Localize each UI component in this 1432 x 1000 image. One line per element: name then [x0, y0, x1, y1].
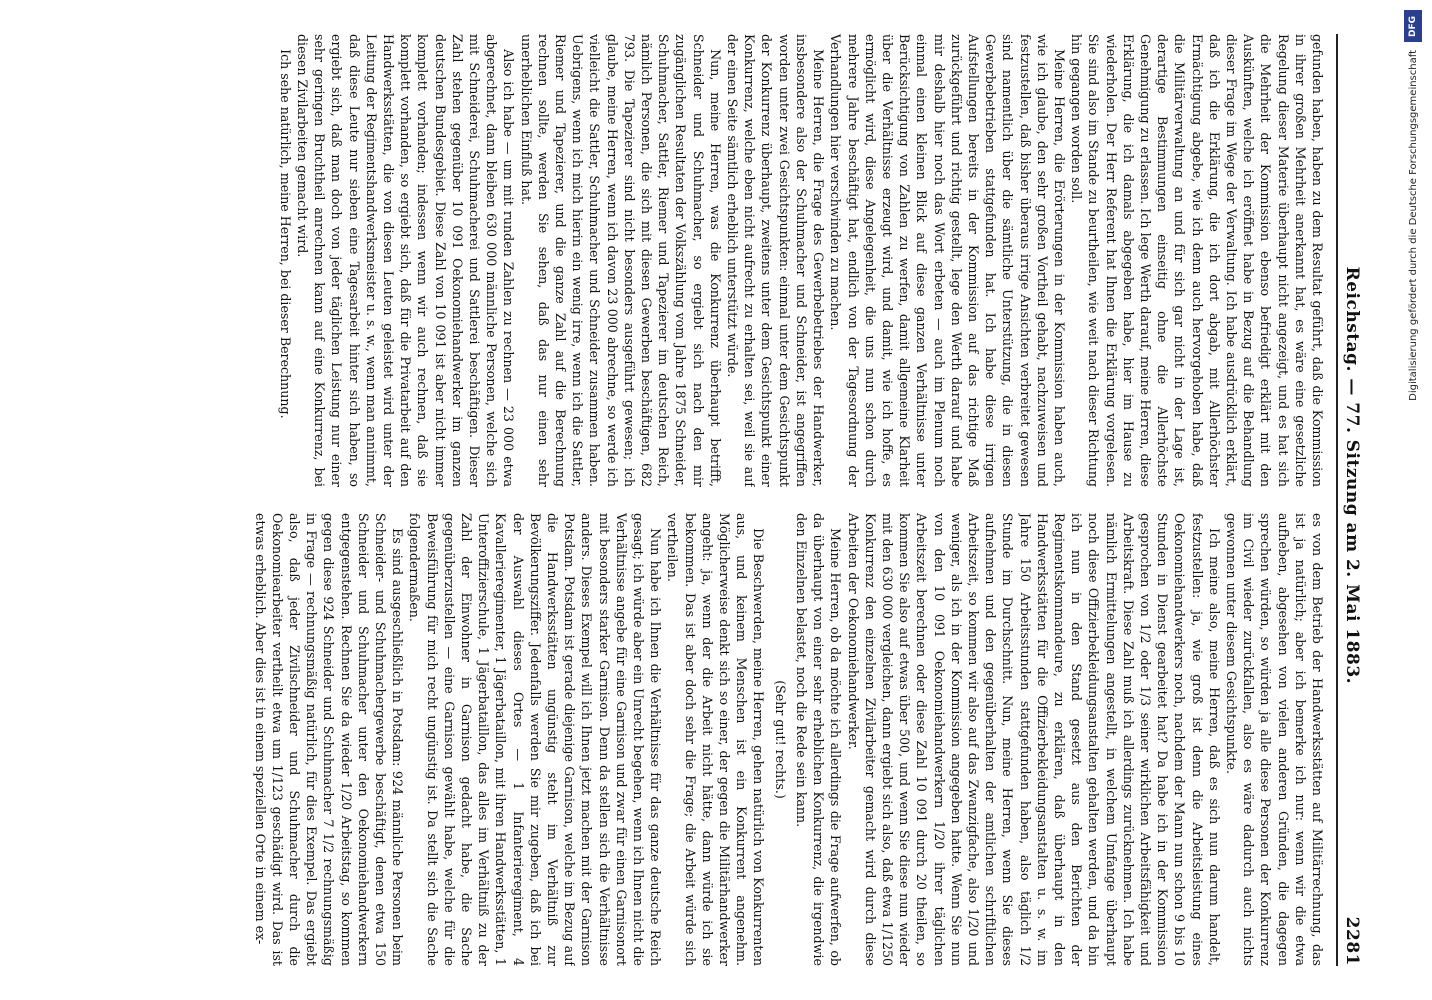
text-columns — [36, 34, 1326, 966]
paragraph: Ich sehe natürlich, meine Herren, bei dieser Berechnung. — [277, 49, 293, 419]
page-header — [1336, 34, 1362, 966]
paragraph: Nun, meine Herren, was die Konkurrenz überhaupt betrifft, Schneider und Schuhmacher, so ergiebt sich nach den mir zugänglichen Resultaten der Volkszählung vom Jahre 1875 Schneider, Schuhmacher, Sattler, Riemer und Tapezierer im deutschen Reich, nämlich Personen, die sich mit diesen Gewerben beschäftigen, 682 793. Die Tapezierer sind nicht besonders ausgeführt gewesen; ich glaube, meine Herren, wenn ich davon 23 000 abrechne, so werde ich vielleicht die Sattler, Schuhmacher und Schneider zusammen haben. Uebrigens, wenn ich mich hierin ein wenig irre, wenn ich die Sattler, Riemer und Tapezierer, und die ganze Zahl auf die Berechnung rechnen sollte, werden Sie sehen, daß das nur einen sehr unerheblichen Einfluß hat. — [518, 34, 723, 487]
paragraph: Meine Herren, die Erörterungen in der Kommission haben auch, wie ich glaube, den sehr großen Vortheil gehabt, nachzuweisen und festzustellen, daß bisher überaus irrige Ansichten verbreitet gewesen sind namentlich über die sämtliche Unterstützung, die in diesen Gewerbebetrieben stattgefunden hat. Ich habe diese irrigen Aufstellungen bereits in der Kommission auf das richtige Maß zurückgeführt und richtig gestellt, lege den Werth darauf und habe mir deshalb hier noch das Wort erbeten — auch im Plenum noch einmal einen kleinen Blick auf diese ganzen Verhältnisse unter Berücksichtigung von Zahlen zu werfen, damit allgemeine Klarheit über die Verhältnisse erzeugt wird, und damit, wie ich hoffe, es ermöglicht wird, diese Angelegenheit, die uns nun schon durch mehrere Jahre beschäftigt hat, endlich von der Tagesordnung der Verhandlungen hier verschwinden zu machen. — [828, 34, 1067, 487]
paragraph: (Sehr gut! rechts.) — [772, 680, 788, 799]
paragraph: Also ich habe — um mit runden Zahlen zu rechnen — 23 000 etwa abgerechnet, dann bleiben 630 000 männliche Personen, welche sich mit Schneiderei, Schuhmacherei und Sattlerei beschäftigen. Dieser Zahl stehen gegenüber 10 091 Oekonomiehandwerker im ganzen deutschen Bundesgebiet. Diese Zahl von 10 091 ist aber nicht immer komplett vorhanden; indessen wenn wir auch rechnen, daß sie komplett vorhanden, so ergiebt sich, daß für die Privatarbeit auf den Handwerksstätten, die von diesen Leuten geleistet wird unter der Leitung der Regimentshandwerksmeister u. s. w., wenn man annimmt, daß diese Leute nur sieben eine Tagesarbeit hinter sich haben, so ergiebt sich, daß man doch von jeder täglichen Leistung nur einer sehr geringen Bruchtheil anrechnen kann auf eine Konkurrenz, bei diesen Zivilarbeiten gemacht wird. — [295, 34, 517, 487]
paragraph: Die Beschwerden, meine Herren, gehen natürlich von Konkurrenten aus, und keinem Menschen ist ein Konkurrent angenehm. Möglicherweise denkt sich so einer, der gegen die Militärhandwerker angeht: ja, wenn der die Arbeit nicht hätte, dann würde ich sie bekommen. Das ist aber doch sehr die Frage; die Arbeit würde sich vertheilen. — [665, 513, 767, 966]
page-number: 2281 — [1342, 916, 1362, 966]
header-title: Reichstag. — 77. Sitzung am 2. Mai 1883. — [1342, 266, 1362, 685]
paragraph: Nun habe ich Ihnen die Verhältnisse für das ganze deutsche Reich gesagt; ich würde aber ein Unrecht begehen, wenn ich Ihnen nicht die Verhältnisse angebe für eine Garnison und zwar für einen Garnisonort mit besonders starker Garnison. Denn da stellen sich die Verhältnisse anders. Dieses Exempel will ich Ihnen jetzt machen mit der Garnison Potsdam. Potsdam ist gerade diejenige Garnison, welche im Bezug auf die Handwerksstätten ungünstig steht im Verhältniß zur Bevölkerungsziffer. Jedenfalls werden Sie mir zugeben, daß ich bei der Auswahl dieses Ortes — 1 Infanterieregiment, 4 Kavallerieregimenter, 1 Jägerbataillon, mit ihren Handwerksstätten, 1 Unteroffizierschule, 1 Jägerbataillon, das alles im Verhältniß zu der Zahl der Einwohner in Garnison gedacht habe, die Sache gegenüberzustellen — eine Garnison gewählt habe, welche für die Beweisführung für mich recht ungünstig ist. Da stellt sich die Sache folgendermaßen. — [407, 513, 664, 966]
paragraph: es von dem Betrieb der Handwerksstätten auf Militärrechnung, das ist ja natürlich; aber ich bemerke ich nur: wenn wir die etwa aufheben, abgesehen von vielen anderen Gründen, die dagegen sprechen würden, so würden ja alle diese Personen der Konkurrenz im Civil wieder zurückfallen, also es wäre dadurch auch nichts gewonnen unter diesem Gesichtspunkte. — [1223, 513, 1325, 966]
dfg-logo: DFG — [1404, 10, 1422, 42]
dfg-credit-text: Digitalisierung gefördert durch die Deutsche Forschungsgemeinschaft — [1407, 50, 1419, 401]
paragraph: gefunden haben, haben zu dem Resultat geführt, daß die Kommission in ihrer großen Mehrheit anerkannt hat, es wäre eine gesetzliche Regelung dieser Materie überhaupt nicht angezeigt, und es hat sich die Mehrheit der Kommission ebenso befriedigt erklärt mit den Auskünften, welche ich eröffnet habe in Bezug auf die Behandlung dieser Frage im Wege der Verwaltung. Ich habe ausdrücklich erklärt, daß ich die Erklärung, die ich dort abgab, mit Allerhöchster Ermächtigung abgebe, wie ich denn auch hervorgehoben habe, daß die Militärverwaltung an und für sich gar nicht in der Lage ist, derartige Bestimmungen einseitig ohne die Allerhöchste Genehmigung zu erlassen. Ich lege Werth darauf, meine Herren, diese Erklärung, die ich damals abgegeben habe, hier im Hause zu wiederholen. Der Herr Referent hat Ihnen die Erklärung vorgelesen. Sie sind also im Stande zu beurtheilen, wie weit nach dieser Richtung hin gegangen worden soll. — [1069, 34, 1325, 487]
right-column — [36, 513, 1326, 966]
paragraph: Es sind ausgeschließlich in Potsdam: 924 männliche Personen beim Schneider- und Schuhmachergewerbe beschäftigt, denen etwa 150 Schneider und Schuhmacher unter den Oekonomiehandwerkern entgegenstehen. Rechnen Sie da wieder 1/20 Arbeitstag, so kommen gegen diese 924 Schneider und Schuhmacher 7 1/2 rechnungsmäßig in Frage — rechnungsmäßig natürlich, für dies Exempel. Das ergiebt also, daß jeder Zivilschneider und Schuhmacher durch die Oekonomiearbeiter vertheilt etwa um 1/123 geschädigt wird. Das ist etwas erheblich. Aber dies ist in einem speziellen Orte in einem ex- — [252, 513, 406, 966]
left-column — [36, 34, 1326, 487]
paragraph: Ich meine also, meine Herren, daß es sich nun darum handelt, festzustellen: ja, wie groß ist denn die Arbeitsleistung eines Oekonomiehandwerkers noch, nachdem der Mann nun schon 9 bis 10 Stunden in Dienst gearbeitet hat? Da habe ich in der Kommission gesprochen von 1/2 oder 1/3 seiner wirklichen Arbeitsfähigkeit und Arbeitskraft. Diese Zahl muß ich allerdings zurücknehmen. Ich habe nämlich Ermittelungen angestellt, in welchem Umfange überhaupt noch diese Offizierbekleidungsanstalten gehalten werden, und da bin ich nun in den Stand gesetzt aus den Berichten der Regimentskommandeure, zu erklären, daß überhaupt in den Handwerksstätten für die Offizierbekleidungsanstalten u. s. w. im Jahre 150 Arbeitsstunden stattgefunden haben, also täglich 1/2 Stunde im Durchschnitt. Nun, meine Herren, wenn Sie dieses aufnehmen und den gegenüberhalten der amtlichen schriftlichen Arbeitszeit, so kommen wir also auf das Zwanzigfache, also 1/20 und weniger, als ich in der Kommission angegeben hatte. Wenn Sie nun von den 10 091 Oekonomiehandwerkern 1/20 ihrer täglichen Arbeitszeit berechnen oder diese Zahl 10 091 durch 20 theilen, so kommen Sie also auf etwas über 500, und wenn Sie diese nun wieder mit den 630 000 vergleichen, dann ergiebt sich also, daß etwa 1/1250 Konkurrenz den einzelnen Zivilarbeiter gemacht wird durch diese Arbeiten der Oekonomiehandwerker. — [845, 513, 1222, 966]
paragraph: Meine Herren, die Frage des Gewerbebetriebes der Handwerker, insbesondere also der Schuhmacher und Schneider, ist angegriffen worden unter zwei Gesichtspunkten: einmal unter dem Gesichtspunkt der Konkurrenz überhaupt, zweitens unter dem Gesichtspunkt einer Konkurrenz, welche eben nicht aufrecht zu erhalten sei, weil sie auf der einen Seite sämtlich erheblich unterstützt würde. — [725, 34, 827, 487]
paragraph: Meine Herren, ob da möchte ich allerdings die Frage aufwerfen, ob da überhaupt von einer sehr erheblichen Konkurrenz, die irgendwie den Einzelnen belastet, noch die Rede sein kann. — [793, 513, 844, 966]
dfg-credit — [1398, 10, 1428, 990]
